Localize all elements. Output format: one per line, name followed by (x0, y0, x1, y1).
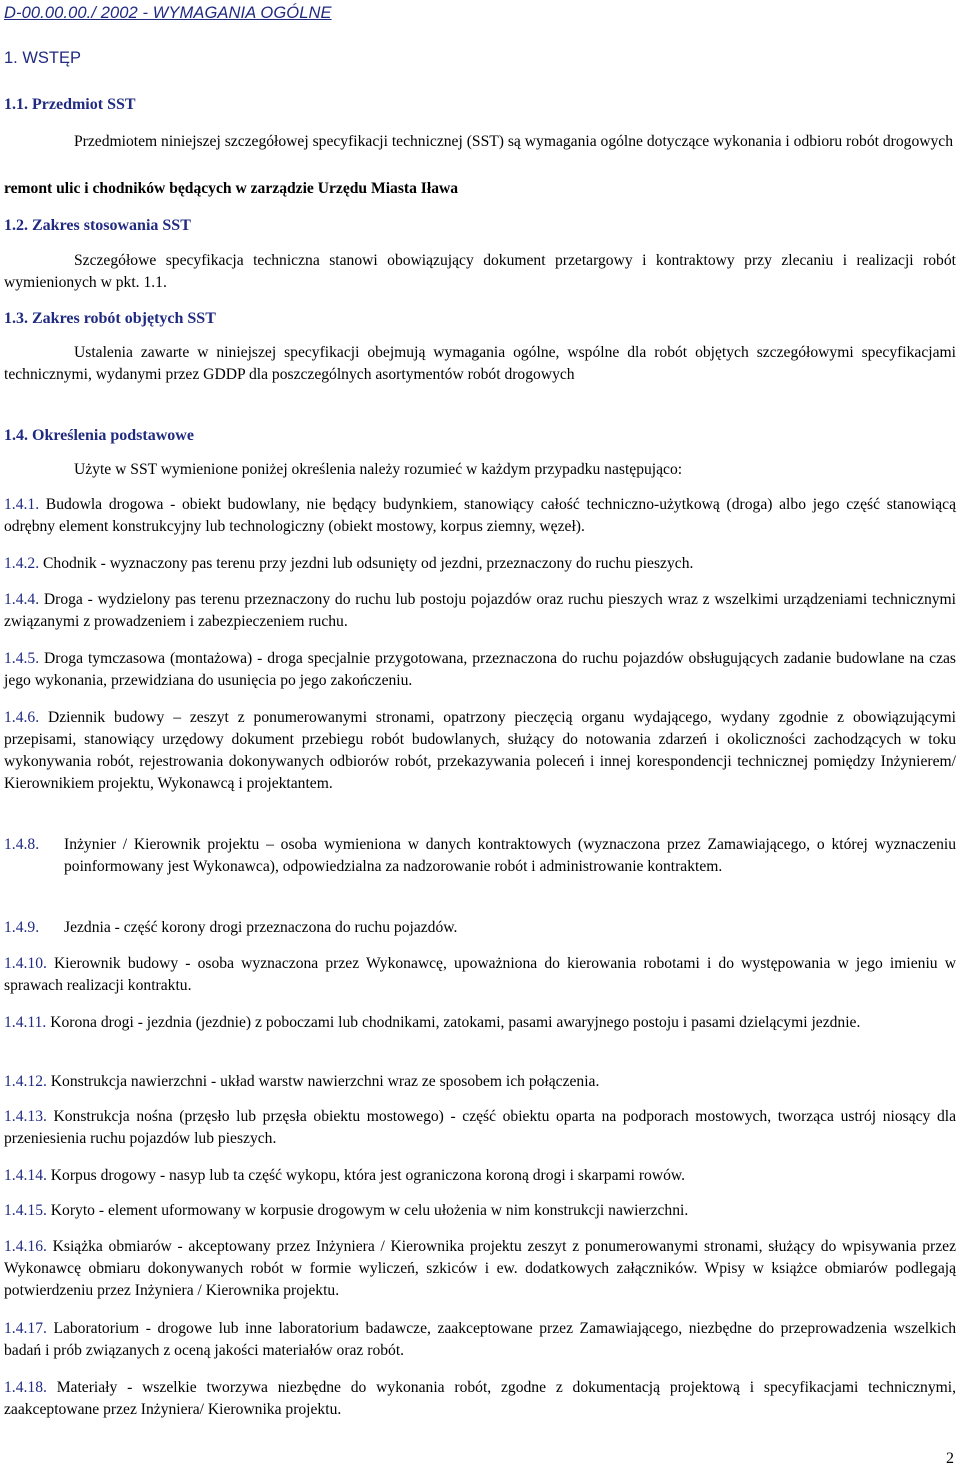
definition-item: 1.4.16. Książka obmiarów - akceptowany przez Inżyniera / Kierownika projektu zeszyt z ponumerowanymi stronami, służący do wpisywania przez Wykonawcę obmiaru dokonywanych robót w formie wyliczeń, szkiców i ew. dodatkowych załączników. Wpisy w książce obmiarów podlegają potwierdzeniu przez Inżyniera / Kierownika projektu. (4, 1238, 956, 1299)
definition-item: 1.4.13. Konstrukcja nośna (przęsło lub przęsła obiektu mostowego) - część obiektu oparta na podporach mostowych, tworząca ustrój niosący dla przeniesienia ruchu pojazdów lub pieszych. (4, 1108, 956, 1147)
definition-item: 1.4.12. Konstrukcja nawierzchni - układ warstw nawierzchni wraz ze sposobem ich połączenia. (4, 1073, 600, 1090)
definition-item: 1.4.4. Droga - wydzielony pas terenu przeznaczony do ruchu lub postoju pojazdów oraz ruchu pieszych wraz z wszelkimi urządzeniami technicznymi związanymi z prowadzeniem i zabezpieczeniem ruchu. (4, 591, 956, 630)
definition-item: 1.4.18. Materiały - wszelkie tworzywa niezbędne do wykonania robót, zgodne z dokumentacją projektową i specyfikacjami technicznymi, zaakceptowane przez Inżyniera/ Kierownika projektu. (4, 1379, 956, 1418)
page-number: 2 (946, 1450, 954, 1467)
paragraph-1-1: Przedmiotem niniejszej szczegółowej specyfikacji technicznej (SST) są wymagania ogólne dotyczące wykonania i odbioru robót drogowych (74, 133, 954, 150)
definition-item: 1.4.11. Korona drogi - jezdnia (jezdnie) z poboczami lub chodnikami, zatokami, pasami awaryjnego postoju i pasami dzielącymi jezdnie. (4, 1014, 861, 1031)
section-1-heading: 1. WSTĘP (4, 49, 82, 67)
definition-item: 1.4.5. Droga tymczasowa (montażowa) - droga specjalnie przygotowana, przeznaczona do ruchu pojazdów obsługujących zadanie budowlane na czas jego wykonania, przewidziana do usunięcia po jego zakończeniu. (4, 650, 956, 689)
heading-1-2: 1.2. Zakres stosowania SST (4, 217, 191, 234)
paragraph-1-4-intro: Użyte w SST wymienione poniżej określenia należy rozumieć w każdym przypadku następująco: (74, 461, 683, 478)
definition-item: 1.4.10. Kierownik budowy - osoba wyznaczona przez Wykonawcę, upoważniona do kierowania robotami i do występowania w jego imieniu w sprawach realizacji kontraktu. (4, 955, 956, 994)
heading-1-3: 1.3. Zakres robót objętych SST (4, 310, 216, 327)
definition-item: 1.4.2. Chodnik - wyznaczony pas terenu przy jezdni lub odsunięty od jezdni, przeznaczony do ruchu pieszych. (4, 555, 694, 572)
definition-item: 1.4.1. Budowla drogowa - obiekt budowlany, nie będący budynkiem, stanowiący całość techniczno-użytkową (droga) albo jego część stanowiącą odrębny element konstrukcyjny lub technologiczny (obiekt mostowy, korpus ziemny, węzeł). (4, 496, 956, 535)
paragraph-1-2: Szczegółowe specyfikacja techniczna stanowi obowiązujący dokument przetargowy i kontraktowy przy zlecaniu i realizacji robót wymienionych w pkt. 1.1. (4, 252, 956, 291)
definition-item: 1.4.14. Korpus drogowy - nasyp lub ta część wykopu, która jest ograniczona koroną drogi i skarpami rowów. (4, 1167, 686, 1184)
definition-item-hanging: 1.4.9. Jezdnia - część korony drogi przeznaczona do ruchu pojazdów. (4, 919, 458, 936)
paragraph-1-1-bold: remont ulic i chodników będących w zarządzie Urzędu Miasta Iława (4, 180, 459, 197)
heading-1-1: 1.1. Przedmiot SST (4, 96, 136, 113)
heading-1-4: 1.4. Określenia podstawowe (4, 427, 194, 444)
document-header-title: D-00.00.00./ 2002 - WYMAGANIA OGÓLNE (4, 4, 332, 22)
definition-item-hanging: 1.4.8. Inżynier / Kierownik projektu – osoba wymieniona w danych kontraktowych (wyznaczona przez Zamawiającego, o której wyznaczeniu poinformowany jest Wykonawca), odpowiedzialna za nadzorowanie robót i administrowanie kontraktem. (4, 836, 956, 875)
paragraph-1-3: Ustalenia zawarte w niniejszej specyfikacji obejmują wymagania ogólne, wspólne dla robót objętych szczegółowymi specyfikacjami technicznymi, wydanymi przez GDDP dla poszczególnych asortymentów robót drogowych (4, 344, 956, 383)
definition-item: 1.4.15. Koryto - element uformowany w korpusie drogowym w celu ułożenia w nim konstrukcji nawierzchni. (4, 1202, 689, 1219)
definition-item: 1.4.17. Laboratorium - drogowe lub inne laboratorium badawcze, zaakceptowane przez Zamawiającego, niezbędne do przeprowadzenia wszelkich badań i prób związanych z oceną jakości materiałów oraz robót. (4, 1320, 956, 1359)
definition-item: 1.4.6. Dziennik budowy – zeszyt z ponumerowanymi stronami, opatrzony pieczęcią organu wydającego, wydany zgodnie z obowiązującymi przepisami, stanowiący urzędowy dokument przebiegu robót budowlanych, służący do notowania zdarzeń i okoliczności zachodzących w toku wykonywania robót, rejestrowania dokonywanych odbiorów robót, przekazywania poleceń i innej korespondencji technicznej pomiędzy Inżynierem/ Kierownikiem projektu, Wykonawcą i projektantem. (4, 709, 956, 792)
